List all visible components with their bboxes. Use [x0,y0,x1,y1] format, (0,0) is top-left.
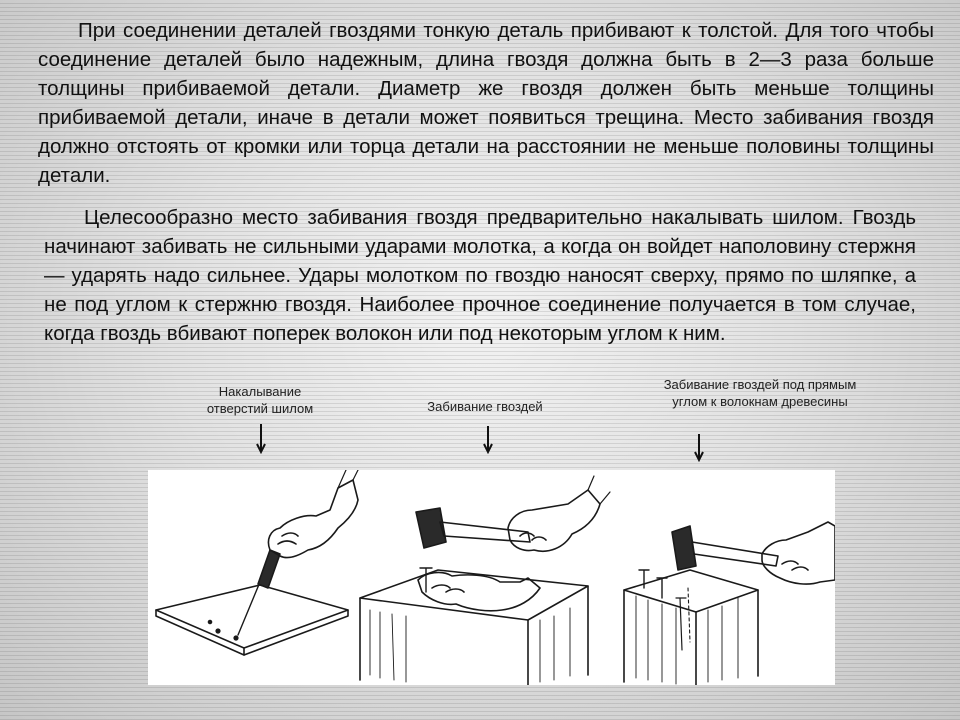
board-edge [156,610,244,655]
awl-scene [156,470,360,655]
caption-right-angle-line2: углом к волокнам древесины [672,394,848,409]
caption-awl [180,383,340,417]
awl-handle-icon [258,550,280,588]
arrow-down-icon [481,426,495,454]
nailing-scene [360,476,610,685]
hand-holding-hammer [762,522,835,584]
paragraph-1-text: При соединении деталей гвоздями тонкую деталь прибивают к толстой. Для того чтобы соединение деталей было надежным, длина гвоздя должна быть в 2—3 раза больше толщины прибиваемой детали. Диаметр же гвоздя должен быть меньше толщины прибиваемой детали, иначе в детали может появиться трещина. Место забивания гвоздя должно отстоять от кромки или торца детали на расстоянии не меньше половины толщины детали. [38,19,934,187]
paragraph-2-text: Целесообразно место забивания гвоздя предварительно накалывать шилом. Гвоздь начинают забивать не сильными ударами молотка, а когда он войдет наполовину стержня — ударять надо сильнее. Удары молотком по гвоздю наносят сверху, прямо по шляпке, а не под углом к стержню гвоздя. Наиболее прочное соединение получается в том случае, когда гвоздь вбивают поперек волокон или под некоторым углом к ним. [44,206,916,345]
wood-block-top [360,570,588,620]
caption-right-angle-line1: Забивание гвоздей под прямым [663,377,857,392]
paragraph-2 [44,203,916,348]
caption-right-angle [600,376,920,410]
caption-awl-line2: отверстий шилом [206,401,314,416]
nail-icon [657,578,667,598]
hammer-handle [440,522,530,542]
caption-nailing [395,398,575,415]
hand-holding-awl [268,480,358,558]
right-angle-scene [624,522,835,685]
paragraph-1 [38,16,934,190]
caption-nailing-text: Забивание гвоздей [427,399,543,414]
illustration-panel [148,470,835,685]
hammer-handle [692,542,778,566]
caption-awl-line1: Накалывание [218,384,302,399]
nail-icon [420,568,432,592]
thin-board [156,585,348,648]
arrow-down-icon [692,434,706,462]
arrow-down-icon [254,424,268,454]
nailing-illustration [148,470,835,685]
